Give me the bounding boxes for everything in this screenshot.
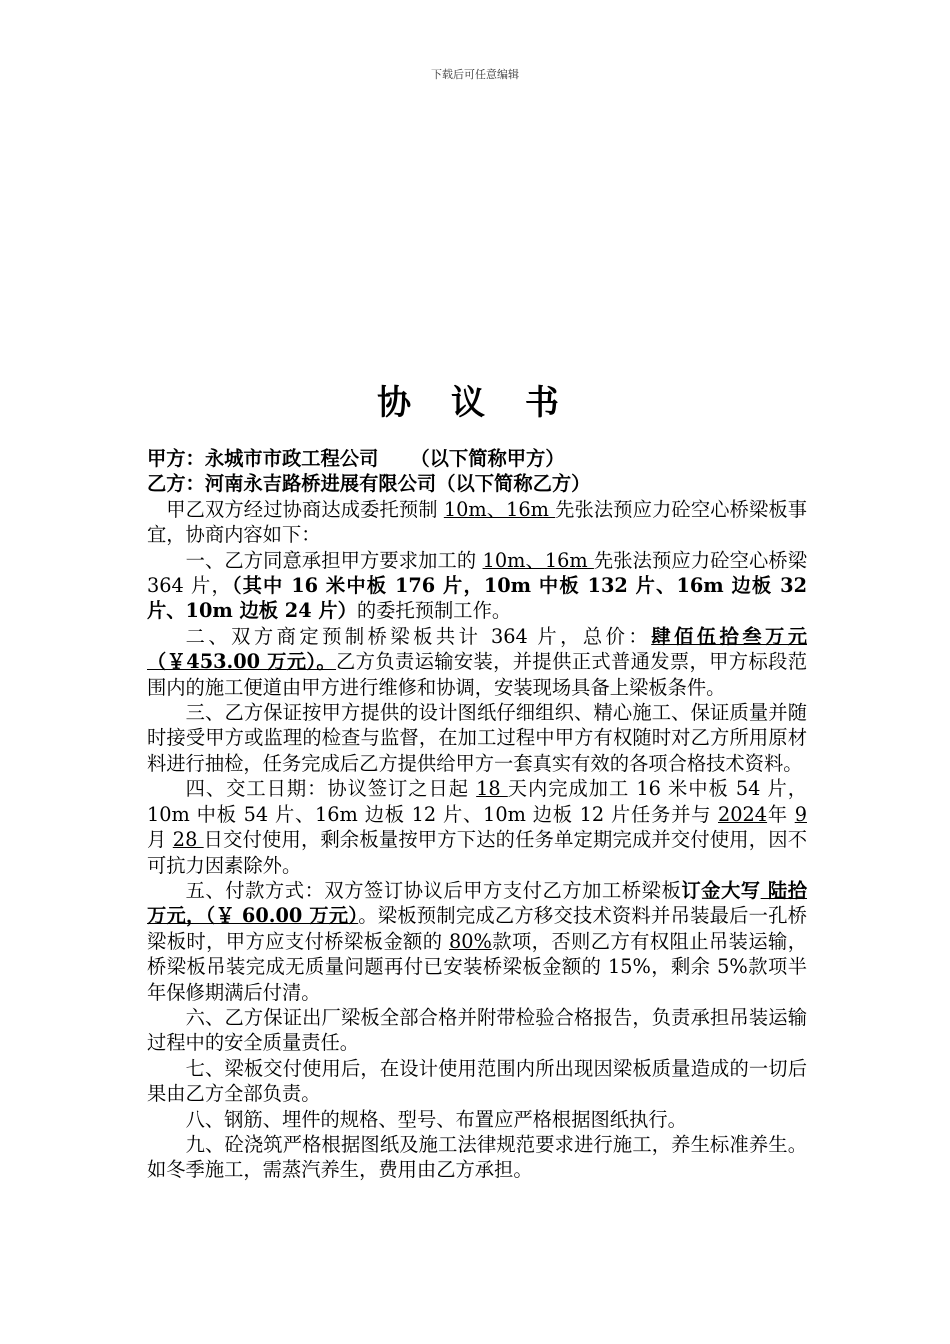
header-note: 下载后可任意编辑 <box>431 68 519 81</box>
party-b-label: 乙方： <box>147 472 205 496</box>
intro-text-1: 甲乙双方经过协商达成委托预制 <box>166 497 444 521</box>
clause-1-quantities: （其中 16 米中板 176 片，10m 中板 132 片、16m 边板 32 片、10m 边板 24 片） <box>147 574 807 623</box>
clause-1 <box>147 548 807 624</box>
clause-2 <box>147 624 807 700</box>
document-title: 协 议 书 <box>377 383 573 423</box>
clause-5 <box>147 878 807 1005</box>
clause-2-price: 肆佰伍拾叁万元（￥453.00 万元）。 <box>147 624 807 674</box>
clause-6: 六、乙方保证出厂梁板全部合格并附带检验合格报告，负责承担吊装运输过程中的安全质量责任。 <box>147 1005 807 1055</box>
clause-4-year: 2024 <box>718 802 768 826</box>
clause-9: 九、砼浇筑严格根据图纸及施工法律规范要求进行施工，养生标准养生。如冬季施工，需蒸汽养生，费用由乙方承担。 <box>147 1132 807 1182</box>
party-a-label: 甲方： <box>147 447 205 470</box>
clause-1-spec: 10m、16m <box>482 548 594 572</box>
clause-2-text-2: 乙方负责运输安装，并提供正式普通发票，甲方标段范围内的施工便道由甲方进行维修和协调，安装现场具备上梁板条件。 <box>147 650 808 699</box>
clause-4-days: 18 <box>476 777 508 801</box>
clause-1-text-2: 先张法预应力砼空心桥梁 364 片， <box>147 548 808 598</box>
clause-5-text-3: 款项，否则乙方有权阻止吊装运输，桥梁板吊装完成无质量问题再付已安装桥梁板金额的 15%，剩余 5%款项半年保修期满后付清。 <box>147 929 807 1004</box>
clause-4-text-1: 四、交工日期：协议签订之日起 <box>185 777 477 801</box>
party-b-alias: （以下简称乙方） <box>436 472 591 496</box>
intro-text-2: 先张法预应力砼空心桥梁板事宜，协商内容如下： <box>147 497 807 547</box>
clause-2-text-1: 二、双方商定预制桥梁板共计 364 片，总价： <box>185 624 652 648</box>
intro-spec: 10m、16m <box>443 497 556 521</box>
clause-4 <box>147 776 807 878</box>
clause-4-text-4: 月 <box>147 828 173 852</box>
clause-5-text-2: 。梁板预制完成乙方移交技术资料并吊装最后一孔桥梁板时，甲方应支付桥梁板金额的 <box>147 904 808 953</box>
party-b-name: 河南永吉路桥进展有限公司 <box>204 472 437 496</box>
clause-1-text-1: 一、乙方同意承担甲方要求加工的 <box>185 548 483 572</box>
clause-4-text-5: 日交付使用，剩余板量按甲方下达的任务单定期完成并交付使用，因不可抗力因素除外。 <box>147 828 807 877</box>
clause-5-deposit-label: 订金大写 <box>681 878 761 902</box>
intro-paragraph <box>147 497 807 548</box>
party-a-name: 永城市市政工程公司 <box>204 447 379 470</box>
clause-3: 三、乙方保证按甲方提供的设计图纸仔细组织、精心施工、保证质量并随时接受甲方或监理的检查与监督，在加工过程中甲方有权随时对乙方所用原材料进行抽检，任务完成后乙方提供给甲方一套真实有效的各项合格技术资料。 <box>147 701 807 775</box>
clause-1-text-3: 的委托预制工作。 <box>356 599 512 623</box>
clause-4-day: 28 <box>172 828 204 852</box>
party-b-line <box>147 471 807 496</box>
party-a-alias: （以下简称甲方） <box>410 447 565 470</box>
clause-5-deposit: 陆拾万元，（￥ 60.00 万元） <box>147 878 808 928</box>
clause-4-text-3: 年 <box>767 802 795 826</box>
clause-5-percent: 80% <box>449 929 492 953</box>
agreement-body <box>147 446 807 1183</box>
clause-4-month: 9 <box>794 802 807 826</box>
clause-5-text-1: 五、付款方式：双方签订协议后甲方支付乙方加工桥梁板 <box>185 878 682 902</box>
clause-8: 八、钢筋、埋件的规格、型号、布置应严格根据图纸执行。 <box>185 1107 687 1131</box>
party-a-line <box>147 446 807 471</box>
clause-4-text-2: 天内完成加工 16 米中板 54 片，10m 中板 54 片、16m 边板 12 片、10m 边板 12 片任务并与 <box>147 777 807 826</box>
clause-7: 七、梁板交付使用后，在设计使用范围内所出现因梁板质量造成的一切后果由乙方全部负责。 <box>147 1056 807 1106</box>
